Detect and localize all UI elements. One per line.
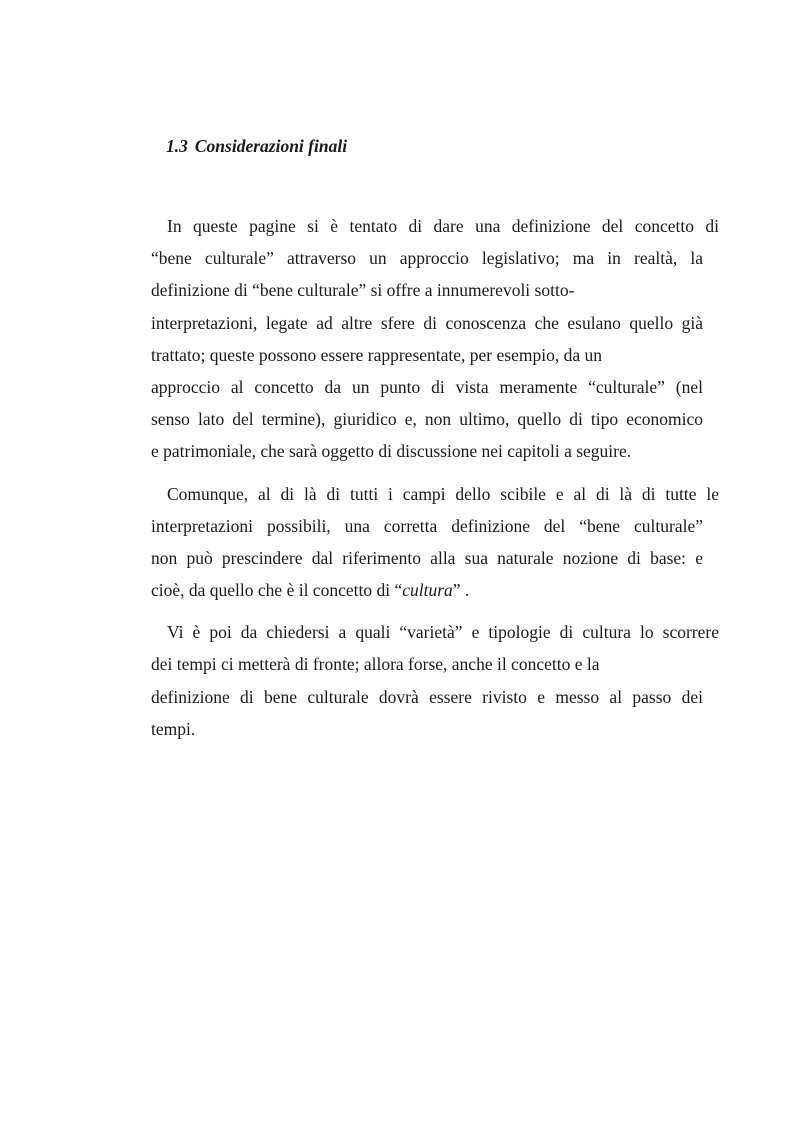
section-title: Considerazioni finali <box>194 136 348 156</box>
paragraph-line: In queste pagine si è tentato di dare una definizione del concetto di <box>167 216 719 236</box>
paragraph-line: dei tempi ci metterà di fronte; allora forse, anche il concetto e la <box>151 654 600 675</box>
paragraph-line: e patrimoniale, che sarà oggetto di discussione nei capitoli a seguire. <box>151 441 632 462</box>
section-heading <box>166 134 347 158</box>
paragraph-line: approccio al concetto da un punto di vista meramente “culturale” (nel <box>151 376 703 397</box>
paragraph-1 <box>151 210 719 468</box>
emphasis-cultura: cultura <box>402 580 453 601</box>
paragraph-line: definizione di bene culturale dovrà essere rivisto e messo al passo dei <box>151 686 703 707</box>
paragraph-spacer <box>151 468 703 478</box>
paragraph-line: Vi è poi da chiedersi a quali “varietà” e tipologie di cultura lo scorrere <box>167 622 719 643</box>
paragraph-line: non può prescindere dal riferimento alla sua naturale nozione di base: e <box>151 547 703 568</box>
body-text <box>151 210 719 745</box>
paragraph-line: interpretazioni possibili, una corretta definizione del “bene culturale” <box>151 515 703 536</box>
paragraph-spacer <box>151 606 703 616</box>
paragraph-line: tempi. <box>151 718 196 739</box>
paragraph-line: interpretazioni, legate ad altre sfere di conoscenza che esulano quello già <box>151 312 703 333</box>
paragraph-line: definizione di “bene culturale” si offre a innumerevoli sotto- <box>151 280 575 301</box>
paragraph-line: trattato; queste possono essere rappresentate, per esempio, da un <box>151 344 602 365</box>
paragraph-line: senso lato del termine), giuridico e, non ultimo, quello di tipo economico <box>151 409 703 430</box>
paragraph-2 <box>151 478 719 607</box>
paragraph-line: Comunque, al di là di tutti i campi dello scibile e al di là di tutte le <box>167 483 719 504</box>
paragraph-line: “bene culturale” attraverso un approccio legislativo; ma in realtà, la <box>151 248 703 269</box>
line-text: cioè, da quello che è il concetto di “ <box>151 580 403 601</box>
paragraph-3 <box>151 616 719 745</box>
paragraph-line-with-emphasis <box>151 574 703 606</box>
line-text: ” . <box>452 580 470 601</box>
section-number: 1.3 <box>166 136 188 156</box>
